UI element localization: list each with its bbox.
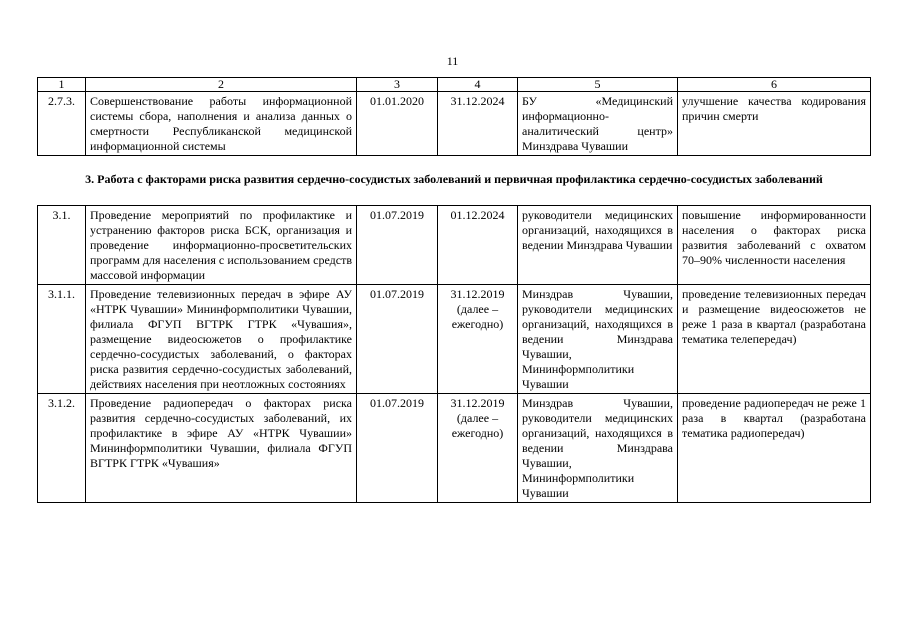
column-number-header-row	[38, 78, 871, 92]
table-row	[38, 285, 871, 394]
executor: Минздрав Чувашии, руководители медицинских организаций, находящихся в ведении Минздрава Чувашии, Мининформполитики Чувашии	[518, 394, 678, 503]
start-date: 01.07.2019	[357, 206, 438, 285]
start-date: 01.07.2019	[357, 394, 438, 503]
end-date: 01.12.2024	[438, 206, 518, 285]
section-heading-row	[38, 156, 871, 206]
header-cell: 4	[438, 78, 518, 92]
start-date: 01.07.2019	[357, 285, 438, 394]
item-description: Проведение радиопередач о факторах риска развития сердечно-сосудистых заболеваний, их профилактике в эфире АУ «НТРК Чувашии» Мининформполитики Чувашии, филиала ФГУП ВГТРК ГТРК «Чувашия»	[86, 394, 357, 503]
end-date-note: (далее – ежегодно)	[451, 411, 504, 440]
item-number: 3.1.1.	[38, 285, 86, 394]
item-description: Проведение мероприятий по профилактике и устранению факторов риска БСК, организация и проведение информационно-просветительских программ для населения с использованием средств массовой информации	[86, 206, 357, 285]
expected-result: проведение радиопередач не реже 1 раза в квартал (разработана тематика радиопередач)	[678, 394, 871, 503]
measures-table	[37, 77, 871, 503]
executor: руководители медицинских организаций, находящихся в ведении Минздрава Чувашии	[518, 206, 678, 285]
executor: БУ «Медицинский информационно-аналитический центр» Минздрава Чувашии	[518, 92, 678, 156]
expected-result: повышение информированности населения о факторах риска развития заболеваний с охватом 70–90% численности населения	[678, 206, 871, 285]
table-row	[38, 394, 871, 503]
end-date-cell	[438, 285, 518, 394]
expected-result: проведение телевизионных передач и размещение видеосюжетов не реже 1 раза в квартал (разработана тематика телепередач)	[678, 285, 871, 394]
header-cell: 6	[678, 78, 871, 92]
item-number: 3.1.	[38, 206, 86, 285]
item-number: 3.1.2.	[38, 394, 86, 503]
header-cell: 5	[518, 78, 678, 92]
header-cell: 2	[86, 78, 357, 92]
executor: Минздрав Чувашии, руководители медицинских организаций, находящихся в ведении Минздрава Чувашии, Мининформполитики Чувашии	[518, 285, 678, 394]
table-row	[38, 92, 871, 156]
header-cell: 1	[38, 78, 86, 92]
end-date: 31.12.2019	[450, 287, 505, 301]
page-number: 11	[446, 54, 459, 68]
table-row	[38, 206, 871, 285]
start-date: 01.01.2020	[357, 92, 438, 156]
end-date: 31.12.2024	[438, 92, 518, 156]
end-date-note: (далее – ежегодно)	[451, 302, 504, 331]
section-title: 3. Работа с факторами риска развития сердечно-сосудистых заболеваний и первичная профилактика сердечно-сосудистых заболеваний	[85, 172, 823, 186]
item-description: Проведение телевизионных передач в эфире АУ «НТРК Чувашии» Мининформполитики Чувашии, филиала ФГУП ВГТРК ГТРК «Чувашия», размещение видеосюжетов о профилактике сердечно-сосудистых заболеваний, о факторах риска развития сердечно-сосудистых заболеваний, действиях населения при неотложных состояниях	[86, 285, 357, 394]
end-date: 31.12.2019	[450, 396, 505, 410]
expected-result: улучшение качества кодирования причин смерти	[678, 92, 871, 156]
header-cell: 3	[357, 78, 438, 92]
end-date-cell	[438, 394, 518, 503]
item-description: Совершенствование работы информационной системы сбора, наполнения и анализа данных о смертности Республиканской медицинской информационной системы	[86, 92, 357, 156]
item-number: 2.7.3.	[38, 92, 86, 156]
